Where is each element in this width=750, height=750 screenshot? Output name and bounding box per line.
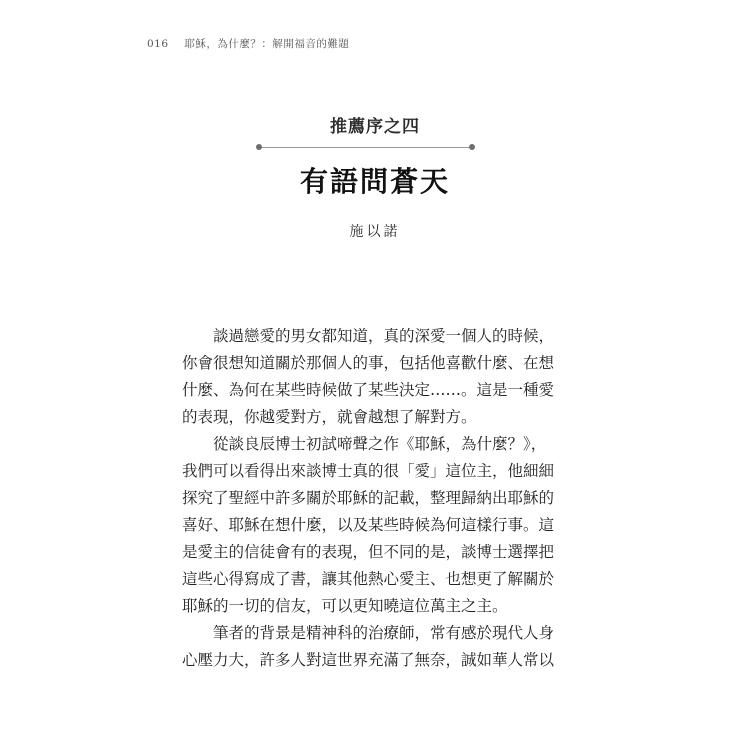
body-line: 你會很想知道關於那個人的事，包括他喜歡什麼、在想	[182, 354, 555, 372]
divider-dot-left	[256, 144, 262, 150]
page-number: 016	[147, 38, 169, 50]
body-text	[182, 323, 572, 674]
body-line: 是愛主的信徒會有的表現，但不同的是，談博士選擇把	[182, 543, 555, 561]
body-line: 這些心得寫成了書，讓其他熱心愛主、也想更了解關於	[182, 570, 555, 588]
divider-dot-right	[469, 144, 475, 150]
running-head	[147, 36, 349, 51]
body-line: 心壓力大，許多人對這世界充滿了無奈，誠如華人常以	[182, 651, 555, 669]
title-divider	[259, 147, 473, 148]
chapter-title: 有語問蒼天	[299, 165, 450, 198]
body-line: 筆者的背景是精神科的治療師，常有感於現代人身	[182, 624, 555, 642]
author-name: 施以諾	[349, 224, 401, 240]
body-line: 探究了聖經中許多關於耶穌的記載，整理歸納出耶穌的	[182, 489, 555, 507]
body-line: 耶穌的一切的信友，可以更知曉這位萬主之主。	[182, 597, 508, 615]
body-line: 從談良辰博士初試啼聲之作《耶穌，為什麼？》，	[182, 435, 547, 453]
book-title: 耶穌，為什麼？：解開福音的難題	[184, 38, 350, 50]
section-label: 推薦序之四	[330, 117, 420, 137]
body-line: 喜好、耶穌在想什麼，以及某些時候為何這樣行事。這	[182, 516, 555, 534]
body-line: 談過戀愛的男女都知道，真的深愛一個人的時候，	[182, 327, 555, 345]
body-line: 什麼、為何在某些時候做了某些決定……。這是一種愛	[182, 381, 555, 399]
body-line: 我們可以看得出來談博士真的很「愛」這位主，他細細	[182, 462, 555, 480]
body-line: 的表現，你越愛對方，就會越想了解對方。	[182, 408, 477, 426]
